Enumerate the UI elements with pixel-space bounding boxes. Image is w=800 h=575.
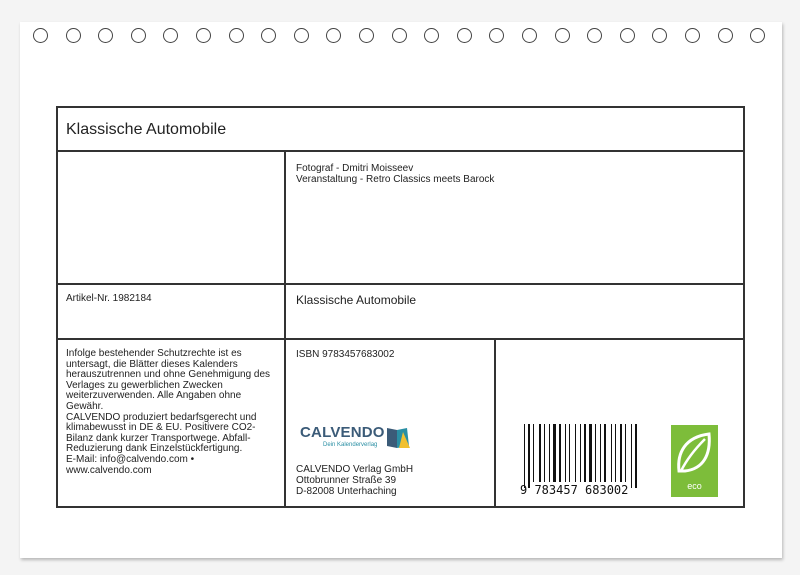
binding-hole xyxy=(294,28,309,43)
binding-hole xyxy=(555,28,570,43)
barcode-bar xyxy=(584,424,586,482)
eco-label: eco xyxy=(687,481,702,491)
barcode-bar xyxy=(569,424,570,482)
barcode-bar xyxy=(604,424,606,482)
article-title: Klassische Automobile xyxy=(296,293,417,307)
binding-holes xyxy=(0,28,800,48)
barcode-bar xyxy=(575,424,576,482)
isbn: ISBN 9783457683002 xyxy=(296,349,395,360)
logo-name: CALVENDO xyxy=(300,424,385,441)
leaf-icon xyxy=(675,431,714,475)
barcode-bar xyxy=(533,424,534,482)
legal-line: untersagt, die Blätter dieses Kalenders xyxy=(66,358,238,370)
legal-line: Gewähr. xyxy=(66,400,104,412)
address-line: CALVENDO Verlag GmbH xyxy=(296,464,414,475)
legal-line: klimabewusst in DE & EU. Positivere CO2- xyxy=(66,422,256,434)
legal-line: Verlages zu gewerblichen Zwecken xyxy=(66,379,223,391)
barcode-bar xyxy=(580,424,581,482)
binding-hole xyxy=(522,28,537,43)
binding-hole xyxy=(98,28,113,43)
binding-hole xyxy=(229,28,244,43)
legal-line: herauszutrennen und ohne Genehmigung des xyxy=(66,369,271,381)
barcode-bar xyxy=(625,424,626,482)
address-line: Ottobrunner Straße 39 xyxy=(296,475,397,486)
barcode-bar xyxy=(559,424,561,482)
barcode-bar xyxy=(565,424,566,482)
binding-hole xyxy=(685,28,700,43)
binding-hole xyxy=(326,28,341,43)
legal-line: weiterzuverwenden. Alle Angaben ohne xyxy=(66,390,242,402)
photographer-credit: Fotograf - Dmitri Moisseev xyxy=(296,163,414,174)
address-line: D-82008 Unterhaching xyxy=(296,486,397,497)
barcode-bar xyxy=(635,424,637,488)
event-credit: Veranstaltung - Retro Classics meets Barock xyxy=(296,174,495,185)
barcode-bar xyxy=(589,424,592,482)
binding-hole xyxy=(424,28,439,43)
calvendo-logo xyxy=(300,422,420,454)
binding-hole xyxy=(750,28,765,43)
barcode xyxy=(520,424,636,498)
legal-notice xyxy=(66,349,280,476)
legal-line: CALVENDO produziert bedarfsgerecht und xyxy=(66,411,257,423)
legal-line: www.calvendo.com xyxy=(66,464,152,476)
barcode-bar xyxy=(553,424,556,482)
divider xyxy=(284,151,286,507)
barcode-bar xyxy=(620,424,622,482)
legal-line: E-Mail: info@calvendo.com • xyxy=(66,453,195,465)
publisher-address xyxy=(296,464,413,497)
barcode-bar xyxy=(631,424,632,488)
binding-hole xyxy=(66,28,81,43)
barcode-bar xyxy=(595,424,596,482)
binding-hole xyxy=(489,28,504,43)
binding-hole xyxy=(163,28,178,43)
binding-hole xyxy=(261,28,276,43)
barcode-bar xyxy=(611,424,612,482)
barcode-number: 9 783457 683002 xyxy=(520,483,629,497)
divider xyxy=(494,339,496,507)
binding-hole xyxy=(392,28,407,43)
photo-credits xyxy=(296,163,494,185)
barcode-bar xyxy=(600,424,601,482)
legal-line: Infolge bestehender Schutzrechte ist es xyxy=(66,348,242,359)
binding-hole xyxy=(457,28,472,43)
eco-badge xyxy=(671,425,718,497)
logo-tagline: Dein Kalenderverlag xyxy=(323,442,378,448)
binding-hole xyxy=(652,28,667,43)
barcode-bar xyxy=(539,424,541,482)
barcode-bars xyxy=(524,424,636,484)
calendar-flag-icon xyxy=(385,426,411,450)
binding-hole xyxy=(359,28,374,43)
binding-hole xyxy=(620,28,635,43)
binding-hole xyxy=(718,28,733,43)
barcode-bar xyxy=(615,424,616,482)
legal-line: Reduzierung dank Einzelstückfertigung. xyxy=(66,443,243,455)
barcode-bar xyxy=(524,424,525,488)
binding-hole xyxy=(587,28,602,43)
divider xyxy=(57,338,744,340)
binding-hole xyxy=(196,28,211,43)
binding-hole xyxy=(33,28,48,43)
article-number: Artikel-Nr. 1982184 xyxy=(66,293,152,304)
calendar-title: Klassische Automobile xyxy=(66,121,227,138)
barcode-bar xyxy=(528,424,530,488)
divider xyxy=(57,283,744,285)
legal-line: Bilanz dank kurzer Transportwege. Abfall- xyxy=(66,432,251,444)
barcode-bar xyxy=(544,424,545,482)
barcode-bar xyxy=(549,424,550,482)
divider xyxy=(57,150,744,152)
binding-hole xyxy=(131,28,146,43)
